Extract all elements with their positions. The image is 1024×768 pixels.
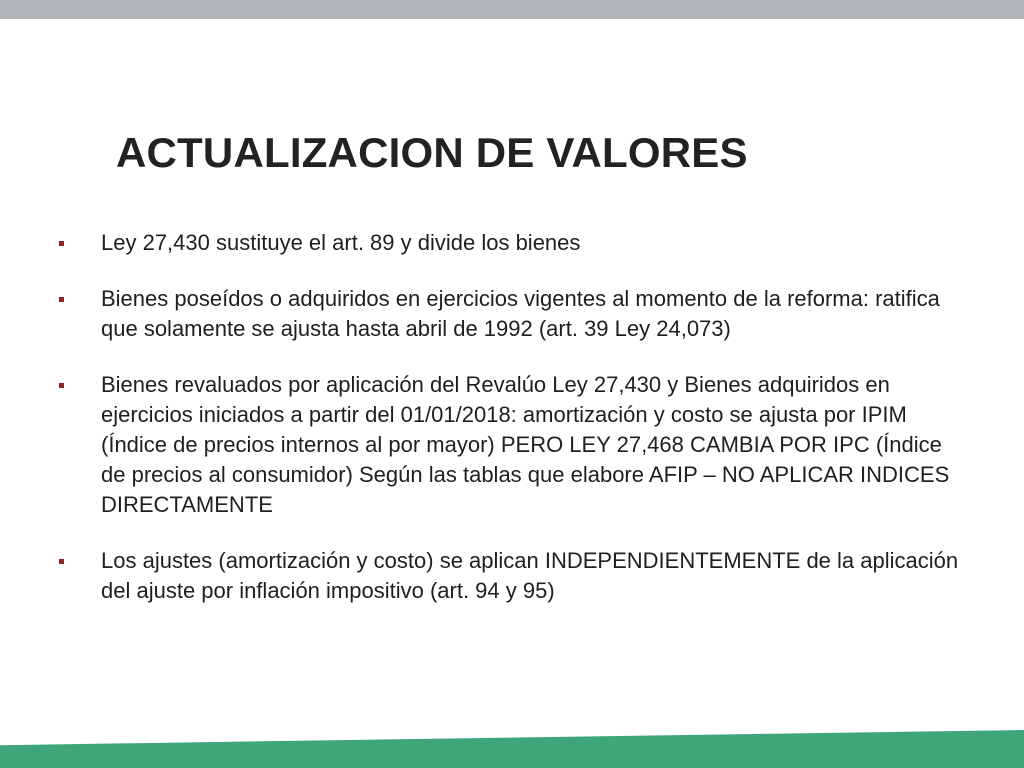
bullet-item — [59, 228, 959, 258]
top-accent-bar — [0, 0, 1024, 19]
bullet-text: Los ajustes (amortización y costo) se aplican INDEPENDIENTEMENTE de la aplicación del ajuste por inflación impositivo (art. 94 y 95) — [101, 548, 959, 603]
bullet-list — [59, 228, 959, 632]
bullet-text: Bienes revaluados por aplicación del Revalúo Ley 27,430 y Bienes adquiridos en ejercicios iniciados a partir del 01/01/2018: amortización y costo se ajusta por IPIM (Índice de precios internos al por mayor) PERO LEY 27,468 CAMBIA POR IPC (Índice de precios al consumidor) Según las tablas que elabore AFIP – NO APLICAR INDICES DIRECTAMENTE — [101, 372, 950, 517]
square-bullet-icon — [59, 559, 64, 564]
bullet-text: Bienes poseídos o adquiridos en ejercicios vigentes al momento de la reforma: ratifica que solamente se ajusta hasta abril de 1992 (art. 39 Ley 24,073) — [101, 286, 940, 341]
bottom-accent-band — [0, 730, 1024, 768]
bullet-item — [59, 370, 959, 520]
square-bullet-icon — [59, 297, 64, 302]
square-bullet-icon — [59, 383, 64, 388]
bullet-item — [59, 546, 959, 606]
slide-title: ACTUALIZACION DE VALORES — [116, 129, 748, 176]
bullet-item — [59, 284, 959, 344]
square-bullet-icon — [59, 241, 64, 246]
bullet-text: Ley 27,430 sustituye el art. 89 y divide los bienes — [101, 230, 581, 255]
